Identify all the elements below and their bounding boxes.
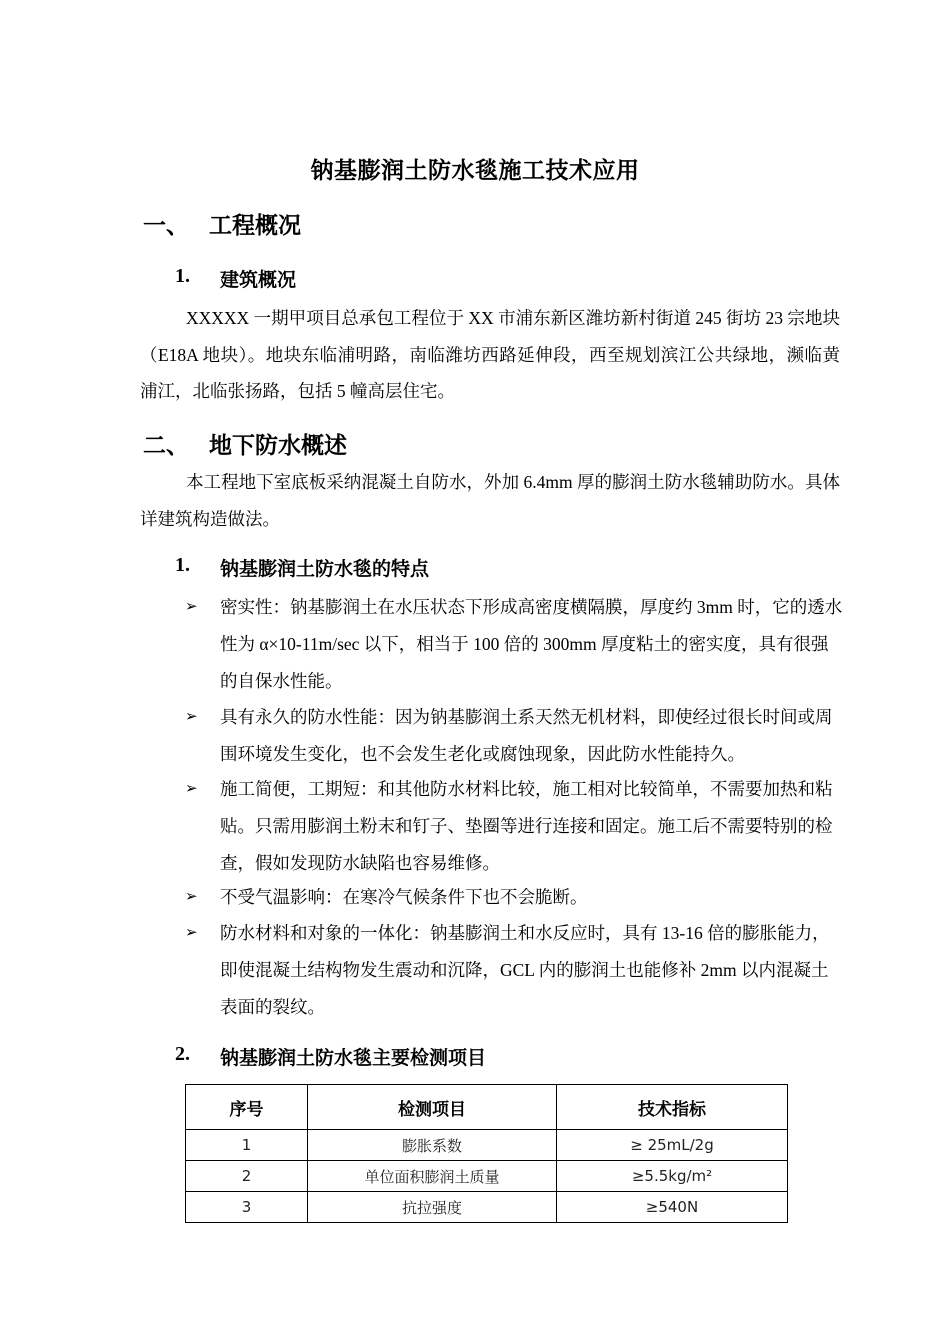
subsection-2-1-number: 1. [175, 554, 190, 576]
waterproof-overview-paragraph: 本工程地下室底板采纳混凝土自防水，外加 6.4mm 厚的膨润土防水毯辅助防水。具体详建筑构造做法。 [140, 472, 840, 529]
feature-bullet [185, 915, 845, 1026]
feature-bullet-text: 不受气温影响：在寒冷气候条件下也不会脆断。 [220, 887, 588, 907]
section-2-number: 二、 [143, 433, 189, 459]
feature-bullet-text: 具有永久的防水性能：因为钠基膨润土系天然无机材料，即使经过很长时间或周围环境发生变化，也不会发生老化或腐蚀现象，因此防水性能持久。 [220, 707, 833, 764]
bullet-arrow-icon: ➢ [185, 709, 198, 725]
cell-technical-index: ≥5.5kg/m² [557, 1161, 788, 1192]
subsection-1-1-title: 建筑概况 [220, 269, 297, 291]
section-1-number: 一、 [143, 213, 189, 239]
cell-serial-number: 1 [186, 1130, 308, 1161]
subsection-2-2-number: 2. [175, 1043, 190, 1065]
building-overview-paragraph: XXXXX 一期甲项目总承包工程位于 XX 市浦东新区潍坊新村街道 245 街坊 23 宗地块（E18A 地块）。地块东临浦明路，南临潍坊西路延伸段，西至规划滨江公共绿地，濒临黄浦江，北临张扬路，包括 5 幢高层住宅。 [140, 308, 840, 401]
feature-bullet [185, 589, 845, 700]
feature-bullet-text: 防水材料和对象的一体化：钠基膨润土和水反应时，具有 13-16 倍的膨胀能力，即使混凝土结构物发生震动和沉降，GCL 内的膨润土也能修补 2mm 以内混凝土表面的裂纹。 [220, 923, 830, 1017]
table-row [186, 1130, 788, 1161]
table-row [186, 1192, 788, 1223]
table-header-row [186, 1085, 788, 1130]
bullet-arrow-icon: ➢ [185, 599, 198, 615]
bullet-arrow-icon: ➢ [185, 889, 198, 905]
feature-bullet [185, 699, 845, 773]
cell-technical-index: ≥ 25mL/2g [557, 1130, 788, 1161]
test-items-table [185, 1084, 788, 1223]
header-test-item: 检测项目 [308, 1085, 557, 1130]
feature-bullet-text: 施工简便，工期短：和其他防水材料比较，施工相对比较简单，不需要加热和粘贴。只需用膨润土粉末和钉子、垫圈等进行连接和固定。施工后不需要特别的检查，假如发现防水缺陷也容易维修。 [220, 779, 833, 873]
feature-bullet-text: 密实性：钠基膨润土在水压状态下形成高密度横隔膜，厚度约 3mm 时，它的透水性为 α×10-11m/sec 以下，相当于 100 倍的 300mm 厚度粘土的密实度，具有很强的自保水性能。 [220, 597, 843, 691]
cell-technical-index: ≥540N [557, 1192, 788, 1223]
section-2-title: 地下防水概述 [209, 433, 347, 459]
header-technical-index: 技术指标 [557, 1085, 788, 1130]
feature-bullet [185, 771, 845, 882]
cell-test-item: 抗拉强度 [308, 1192, 557, 1223]
feature-bullet [185, 879, 845, 916]
table-row [186, 1161, 788, 1192]
cell-test-item: 单位面积膨润土质量 [308, 1161, 557, 1192]
subsection-2-1-title: 钠基膨润土防水毯的特点 [220, 558, 430, 580]
cell-serial-number: 3 [186, 1192, 308, 1223]
document-title: 钠基膨润土防水毯施工技术应用 [310, 158, 640, 184]
header-serial-number: 序号 [186, 1085, 308, 1130]
cell-test-item: 膨胀系数 [308, 1130, 557, 1161]
cell-serial-number: 2 [186, 1161, 308, 1192]
subsection-1-1-number: 1. [175, 265, 190, 287]
bullet-arrow-icon: ➢ [185, 781, 198, 797]
section-1-title: 工程概况 [209, 213, 301, 239]
bullet-arrow-icon: ➢ [185, 925, 198, 941]
subsection-2-2-title: 钠基膨润土防水毯主要检测项目 [220, 1047, 487, 1069]
